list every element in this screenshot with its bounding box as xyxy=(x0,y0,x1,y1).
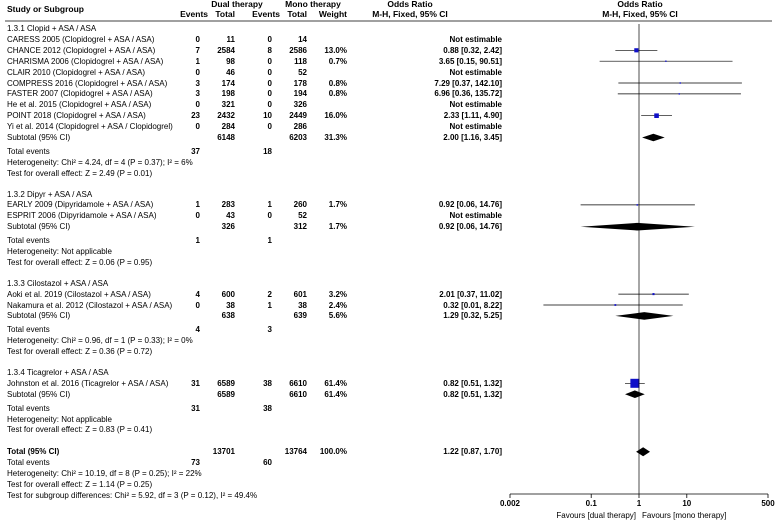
total-events-mono: 3 xyxy=(267,325,272,335)
heterogeneity-text: Heterogeneity: Chi² = 0.96, df = 1 (P = 0.33); I² = 0% xyxy=(7,336,193,346)
study-name: EARLY 2009 (Dipyridamole + ASA / ASA) xyxy=(7,200,154,210)
study-odds-ratio: 2.01 [0.37, 11.02] xyxy=(439,289,502,299)
study-weight: 1.7% xyxy=(328,200,347,210)
subtotal-label: Subtotal (95% CI) xyxy=(7,311,71,321)
mono-events: 0 xyxy=(267,122,272,132)
study-odds-ratio: 0.32 [0.01, 8.22] xyxy=(443,300,502,310)
dual-total: 600 xyxy=(221,289,235,299)
total-events-label: Total events xyxy=(7,403,50,413)
header-study: Study or Subgroup xyxy=(7,4,84,14)
dual-events: 31 xyxy=(191,378,200,388)
dual-events: 3 xyxy=(195,78,200,88)
dual-events: 7 xyxy=(195,45,200,55)
study-mark-square xyxy=(679,93,680,94)
overall-dual-total: 13701 xyxy=(212,447,235,457)
header-dual-events: Events xyxy=(180,9,208,19)
mono-events: 0 xyxy=(267,78,272,88)
overall-mono-total: 13764 xyxy=(284,447,307,457)
subtotal-label: Subtotal (95% CI) xyxy=(7,222,71,232)
dual-total: 174 xyxy=(221,78,235,88)
mono-total: 2586 xyxy=(289,45,307,55)
subtotal-mono-total: 6203 xyxy=(289,133,307,142)
study-odds-ratio: 2.33 [1.11, 4.90] xyxy=(443,111,502,121)
subtotal-diamond xyxy=(581,223,695,231)
subtotal-dual-total: 326 xyxy=(221,222,235,232)
subtotal-weight: 61.4% xyxy=(324,389,347,399)
subtotal-weight: 1.7% xyxy=(328,222,347,232)
dual-events: 23 xyxy=(191,111,200,121)
study-odds-ratio: 3.65 [0.15, 90.51] xyxy=(438,56,502,66)
study-weight: 2.4% xyxy=(328,300,347,310)
study-weight: 0.8% xyxy=(328,78,347,88)
subtotal-mono-total: 639 xyxy=(293,311,307,321)
study-name: CHANCE 2012 (Clopidogrel + ASA / ASA) xyxy=(7,45,156,55)
subtotal-mono-total: 312 xyxy=(293,222,307,232)
subtotal-odds-ratio: 0.92 [0.06, 14.76] xyxy=(438,222,502,232)
subtotal-label: Subtotal (95% CI) xyxy=(7,389,71,399)
dual-events: 4 xyxy=(195,289,200,299)
dual-events: 0 xyxy=(195,34,200,44)
mono-events: 10 xyxy=(263,111,272,121)
study-name: FASTER 2007 (Clopidogrel + ASA / ASA) xyxy=(7,89,153,99)
study-odds-ratio: Not estimable xyxy=(449,100,502,110)
mono-total: 6610 xyxy=(289,378,307,388)
study-mark-square xyxy=(665,61,666,62)
dual-total: 6589 xyxy=(217,378,235,388)
dual-total: 46 xyxy=(226,67,235,77)
study-mark-square xyxy=(652,293,654,295)
study-weight: 16.0% xyxy=(324,111,347,121)
total-events-dual: 37 xyxy=(191,146,200,156)
total-events-dual: 4 xyxy=(195,325,200,335)
heterogeneity-text: Heterogeneity: Not applicable xyxy=(7,414,112,424)
x-tick-label: 1 xyxy=(636,499,642,508)
study-odds-ratio: 7.29 [0.37, 142.10] xyxy=(434,78,502,88)
overall-events-dual: 73 xyxy=(191,458,200,468)
study-weight: 0.8% xyxy=(328,89,347,99)
study-mark-square xyxy=(614,304,616,306)
study-name: Yi et al. 2014 (Clopidogrel + ASA / Clopidogrel) xyxy=(7,122,173,132)
overall-events-label: Total events xyxy=(7,458,50,468)
group-title: 1.3.1 Clopid + ASA / ASA xyxy=(7,24,97,33)
x-tick-label: 0.1 xyxy=(585,499,597,508)
mono-total: 601 xyxy=(293,289,307,299)
study-odds-ratio: Not estimable xyxy=(449,67,502,77)
dual-total: 321 xyxy=(221,100,235,110)
total-events-mono: 18 xyxy=(263,146,272,156)
overall-weight: 100.0% xyxy=(319,447,347,457)
study-name: Aoki et al. 2019 (Cilostazol + ASA / ASA) xyxy=(7,289,151,299)
dual-events: 1 xyxy=(195,200,200,210)
heterogeneity-text: Heterogeneity: Not applicable xyxy=(7,247,112,256)
header-mono-total: Total xyxy=(287,9,307,19)
header-plot-method: M-H, Fixed, 95% CI xyxy=(602,9,678,19)
dual-events: 0 xyxy=(195,67,200,77)
study-weight: 3.2% xyxy=(328,289,347,299)
total-events-dual: 1 xyxy=(195,236,200,246)
study-mark-square xyxy=(637,204,638,205)
group-title: 1.3.4 Ticagrelor + ASA / ASA xyxy=(7,367,109,377)
study-name: Johnston et al. 2016 (Ticagrelor + ASA / ASA) xyxy=(7,378,169,388)
overall-effect-text: Test for overall effect: Z = 0.06 (P = 0.95) xyxy=(7,257,153,267)
mono-total: 14 xyxy=(298,34,307,44)
study-name: COMPRESS 2016 (Clopidogrel + ASA / ASA) xyxy=(7,78,168,88)
dual-events: 0 xyxy=(195,122,200,132)
dual-events: 0 xyxy=(195,211,200,221)
subtotal-dual-total: 6148 xyxy=(217,133,235,142)
mono-total: 286 xyxy=(293,122,307,132)
group-title: 1.3.3 Cilostazol + ASA / ASA xyxy=(7,278,109,288)
mono-total: 52 xyxy=(298,211,307,221)
dual-events: 1 xyxy=(195,56,200,66)
study-odds-ratio: 0.82 [0.51, 1.32] xyxy=(443,378,502,388)
study-mark-square xyxy=(680,82,681,83)
total-events-mono: 38 xyxy=(263,403,272,413)
total-events-mono: 1 xyxy=(267,236,272,246)
favours-dual-label: Favours [dual therapy] xyxy=(556,511,636,520)
mono-total: 326 xyxy=(293,100,307,110)
overall-odds-ratio: 1.22 [0.87, 1.70] xyxy=(443,447,502,457)
dual-total: 198 xyxy=(221,89,235,99)
header-plot-title: Odds Ratio xyxy=(617,0,663,9)
dual-total: 11 xyxy=(226,34,235,44)
overall-diamond xyxy=(636,447,650,456)
mono-events: 0 xyxy=(267,56,272,66)
subgroup-differences: Test for subgroup differences: Chi² = 5.92, df = 3 (P = 0.12), I² = 49.4% xyxy=(7,490,258,500)
heterogeneity-text: Heterogeneity: Chi² = 4.24, df = 4 (P = 0.37); I² = 6% xyxy=(7,157,193,167)
subtotal-diamond xyxy=(642,134,665,142)
mono-events: 0 xyxy=(267,100,272,110)
total-events-dual: 31 xyxy=(191,403,200,413)
study-name: CLAIR 2010 (Clopidogrel + ASA / ASA) xyxy=(7,67,146,77)
study-weight: 0.7% xyxy=(328,56,347,66)
header-weight: Weight xyxy=(318,9,347,19)
dual-total: 2432 xyxy=(217,111,235,121)
dual-total: 284 xyxy=(221,122,235,132)
dual-events: 0 xyxy=(195,100,200,110)
header-or-method: M-H, Fixed, 95% CI xyxy=(372,9,448,19)
subtotal-weight: 31.3% xyxy=(324,133,347,142)
x-tick-label: 10 xyxy=(682,499,692,508)
mono-total: 178 xyxy=(293,78,307,88)
total-events-label: Total events xyxy=(7,325,50,335)
header-dual-therapy: Dual therapy xyxy=(211,0,263,9)
study-odds-ratio: Not estimable xyxy=(449,122,502,132)
study-odds-ratio: 0.88 [0.32, 2.42] xyxy=(443,45,502,55)
study-name: Nakamura et al. 2012 (Cilostazol + ASA / ASA) xyxy=(7,300,173,310)
total-events-label: Total events xyxy=(7,236,50,246)
subtotal-diamond xyxy=(615,312,673,320)
overall-effect-text: Test for overall effect: Z = 0.83 (P = 0.41) xyxy=(7,425,153,435)
mono-events: 1 xyxy=(267,300,272,310)
study-mark-square xyxy=(630,379,639,388)
total-events-label: Total events xyxy=(7,146,50,156)
mono-total: 260 xyxy=(293,200,307,210)
mono-events: 0 xyxy=(267,211,272,221)
header-dual-total: Total xyxy=(215,9,235,19)
study-name: POINT 2018 (Clopidogrel + ASA / ASA) xyxy=(7,111,146,121)
dual-total: 38 xyxy=(226,300,235,310)
subtotal-dual-total: 638 xyxy=(221,311,235,321)
mono-events: 2 xyxy=(267,289,272,299)
mono-total: 38 xyxy=(298,300,307,310)
study-name: ESPRIT 2006 (Dipyridamole + ASA / ASA) xyxy=(7,211,157,221)
mono-total: 2449 xyxy=(289,111,307,121)
study-odds-ratio: 6.96 [0.36, 135.72] xyxy=(434,89,502,99)
study-odds-ratio: Not estimable xyxy=(449,34,502,44)
study-name: CHARISMA 2006 (Clopidogrel + ASA / ASA) xyxy=(7,56,164,66)
dual-events: 3 xyxy=(195,89,200,99)
mono-events: 38 xyxy=(263,378,272,388)
study-weight: 61.4% xyxy=(324,378,347,388)
group-title: 1.3.2 Dipyr + ASA / ASA xyxy=(7,189,93,199)
mono-events: 8 xyxy=(267,45,272,55)
x-tick-label: 0.002 xyxy=(499,499,521,508)
study-name: CARESS 2005 (Clopidogrel + ASA / ASA) xyxy=(7,34,155,44)
study-weight: 13.0% xyxy=(324,45,347,55)
x-tick-label: 500 xyxy=(761,499,775,508)
header-or-title: Odds Ratio xyxy=(387,0,433,9)
subtotal-odds-ratio: 0.82 [0.51, 1.32] xyxy=(443,389,502,399)
dual-total: 43 xyxy=(226,211,235,221)
mono-total: 52 xyxy=(298,67,307,77)
overall-heterogeneity: Heterogeneity: Chi² = 10.19, df = 8 (P = 0.25); I² = 22% xyxy=(7,469,202,478)
study-mark-square xyxy=(634,48,638,52)
dual-total: 2584 xyxy=(217,45,235,55)
dual-total: 283 xyxy=(221,200,235,210)
study-name: He et al. 2015 (Clopidogrel + ASA / ASA) xyxy=(7,100,152,110)
mono-events: 1 xyxy=(267,200,272,210)
subtotal-label: Subtotal (95% CI) xyxy=(7,133,71,142)
favours-mono-label: Favours [mono therapy] xyxy=(642,511,727,520)
mono-total: 118 xyxy=(294,56,307,66)
header-mono-events: Events xyxy=(252,9,280,19)
mono-events: 0 xyxy=(267,89,272,99)
subtotal-diamond xyxy=(625,390,645,398)
subtotal-weight: 5.6% xyxy=(328,311,347,321)
overall-effect-text: Test for overall effect: Z = 0.36 (P = 0.72) xyxy=(7,347,153,357)
overall-events-mono: 60 xyxy=(263,458,272,468)
dual-total: 98 xyxy=(226,56,235,66)
overall-label: Total (95% CI) xyxy=(7,447,60,457)
mono-events: 0 xyxy=(267,67,272,77)
study-mark-square xyxy=(654,113,659,118)
study-odds-ratio: Not estimable xyxy=(449,211,502,221)
mono-events: 0 xyxy=(267,34,272,44)
subtotal-mono-total: 6610 xyxy=(289,389,307,399)
subtotal-odds-ratio: 2.00 [1.16, 3.45] xyxy=(443,133,502,142)
subtotal-dual-total: 6589 xyxy=(217,389,235,399)
overall-effect: Test for overall effect: Z = 1.14 (P = 0.25) xyxy=(7,479,153,489)
dual-events: 0 xyxy=(195,300,200,310)
subtotal-odds-ratio: 1.29 [0.32, 5.25] xyxy=(443,311,502,321)
mono-total: 194 xyxy=(293,89,307,99)
header-mono-therapy: Mono therapy xyxy=(285,0,341,9)
study-odds-ratio: 0.92 [0.06, 14.76] xyxy=(438,200,502,210)
overall-effect-text: Test for overall effect: Z = 2.49 (P = 0.01) xyxy=(7,168,153,178)
